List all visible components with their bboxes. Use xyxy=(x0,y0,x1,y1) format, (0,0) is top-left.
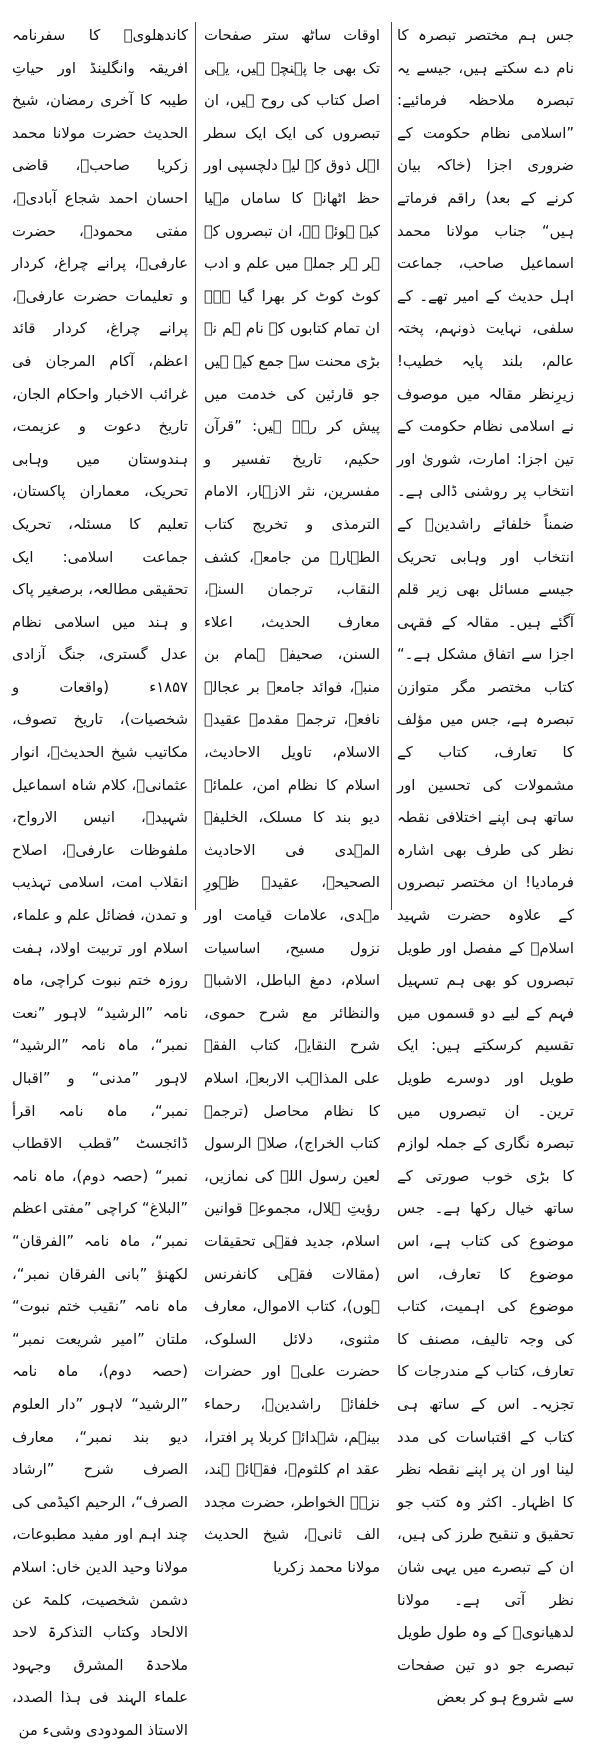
column-right-text: جس ہم مختصر تبصرہ کا نام دے سکتے ہیں، جیسے یہ تبصرہ ملاحظہ فرمائیے: ”اسلامی نظام حکومت کے ضروری اجزا (خاکہ بیان کرنے کے بعد) راقم فرماتے ہیں“ جناب مولانا محمد اسماعیل صاحب، جماعت اہل حدیث کے امیر تھے۔ کے سلفی، نہایت ذونہم، پختہ عالم، بلند پایہ خطیب! زیرِنظر مقالہ میں موصوف نے اسلامی نظام حکومت کے تین اجزا: امارت، شوریٰ اور انتخاب پر روشنی ڈالی ہے۔ ضمناً خلفائے راشدینؓ کے انتخاب اور وہابی تحریک جیسے مسائل بھی زیر قلم آگئے ہیں۔ مقالہ کے فقہی اجزا سے اتفاق مشکل ہے۔“ کتاب مختصر مگر متوازن تبصرہ ہے، جس میں مؤلف کا تعارف، کتاب کے مشمولات کی تحسین اور ساتھ ہی اپنے اختلافی نقطہ نظر کی طرف بھی اشارہ فرمادیا! ان مختصر تبصروں کے علاوہ حضرت شہید اسلامؒ کے مفصل اور طویل تبصروں کو بھی ہم تسہیل فہم کے لیے دو قسموں میں تقسیم کرسکتے ہیں: ایک طویل اور دوسرے طویل ترین۔ ان تبصروں میں تبصرہ نگاری کے جملہ لوازم کا بڑی خوب صورتی کے ساتھ خیال رکھا ہے۔ جس موضوع کی کتاب ہے، اس موضوع کا تعارف، اس موضوع کی اہمیت، کتاب کی وجہ تالیف، مصنف کا تعارف، کتاب کے مندرجات کا تجزیہ۔ اس کے ساتھ ہی کتاب کے اقتباسات کی مدد لینا اور ان پر اپنے نقطہ نظر کا اظہار۔ اکثر وہ کتب جو تحقیق و تنقیح طرز کی ہیں، ان کے تبصرے میں یہی شان نظر آتی ہے۔ مولانا لدھیانویؒ کے وہ طول طویل تبصرے جو دو تین صفحات سے شروع ہو کر بعض xyxy=(397,27,574,1707)
column-left-text: کاندھلویؒ کا سفرنامہ افریقہ وانگلینڈ اور حیاتِ طیبہ کا آخری رمضان، شیخ الحدیث حضرت مولانا محمد زکریا صاحبؒ، قاضی احسان احمد شجاع آبادیؒ، مفتی محمودؒ، حضرت عارفیؒ، پرانے چراغ، کردار و تعلیمات حضرت عارفیؒ، پرانے چراغ، کردار قائد اعظم، آکام المرجان فی غرائب الاخبار واحکام الجان، تاریخ دعوت و عزیمت، ہندوستان میں وہابی تحریک، معماران پاکستان، تعلیم کا مسئلہ، تحریک جماعت اسلامی: ایک تحقیقی مطالعہ، برصغیر پاک و ہند میں اسلامی نظام عدل گستری، جنگ آزادی ۱۸۵۷ء (واقعات و شخصیات)، تاریخ تصوف، مکاتیب شیخ الحدیثؒ، انوار عثمانیؒ، کلام شاہ اسماعیل شہیدؒ، انیس الارواح، ملفوظات عارفیؒ، اصلاح انقلاب امت، اسلامی تہذیب و تمدن، فضائل علم و علماء، اسلام اور تربیت اولاد، ہفت روزہ ختم نبوت کراچی، ماہ نامہ ”الرشید“ لاہور ”نعت نمبر“، ماہ نامہ ”الرشید“ لاہور ”مدنی“ و ”اقبال نمبر“، ماہ نامہ اقرأ ڈائجسٹ ”قطب الاقطاب نمبر“ (حصہ دوم)، ماہ نامہ ”البلاغ“ کراچی ”مفتی اعظم نمبر“، ماہ نامہ ”الفرقان“ لکھنؤ ”بانی الفرقان نمبر“، ماہ نامہ ”نقیب ختم نبوت“ ملتان ”امیر شریعت نمبر“ (حصہ دوم)، ماہ نامہ ”الرشید“ لاہور ”دار العلوم دیو بند نمبر“، معارف الصرف شرح ”ارشاد الصرف“، الرحیم اکیڈمی کی چند اہم اور مفید مطبوعات، مولانا وحید الدین خاں: اسلام دشمن شخصیت، کلمۃ عن الالحاد وکتاب التذکرۃ لاحد ملاحدۃ المشرق وجہود علماء الہند فی ہذا الصدد، الاستاذ المودودی وشیء من xyxy=(12,27,188,1739)
text-column-left xyxy=(12,20,188,1739)
column-middle-text: اوقات ساٹھ ستر صفحات تک بھی جا پہنچے ہیں، یہی اصل کتاب کی روح ہیں، ان تبصروں کی ایک ایک سطر اہل ذوق کے لیے دلچسپی اور حظ اٹھانے کا ساماں مہیا کیے ہوئے ہے، ان تبصروں کے ہر ہر جملے میں علم و ادب کوٹ کوٹ کر بھرا گیا ہے۔ ان تمام کتابوں کے نام ہم نے بڑی محنت سے جمع کیے ہیں جو قارئین کی خدمت میں پیش کر رہے ہیں: ”قرآن حکیم، تاریخ تفسیر و مفسرین، نثر الازہار، الامام الترمذی و تخریج کتاب الطہارۃ من جامعہ، کشف النقاب، ترجمان السنۃ، معارف الحدیث، اعلاء السنن، صحیفہ ہمام بن منبہ، فوائد جامعہ بر عجالۂ نافعہ، ترجمہ مقدمہ عقیدۃ الاسلام، تاویل الاحادیث، اسلام کا نظام امن، علمائے دیو بند کا مسلک، الخلیفۃ المہدی فی الاحادیث الصحیحۃ، عقیدۂ ظہورِ مہدی، علامات قیامت اور نزول مسیح، اساسیات اسلام، دمغ الباطل، الاشباہ والنظائر مع شرح حموی، شرح النقایۃ، کتاب الفقہ علی المذاہب الاربعۃ، اسلام کا نظام محاصل (ترجمہ کتاب الخراج)، صلاۃ الرسول لعین رسول اللہ کی نمازیں، رؤیتِ ہلال، مجموعہ قوانین اسلام، جدید فقہی تحقیقات (مقالات فقہی کانفرنس ہوں)، کتاب الاموال، معارف مثنوی، دلائل السلوک، حضرت علیؓ اور حضرات خلفائے راشدینؓ، رحماء بینہم، شہدائے کربلا پر افترا، عقد ام کلثومؓ، فقہائے ہند، نزہۃ الخواطر، حضرت مجدد الف ثانیؒ، شیخ الحدیث مولانا محمد زکریا xyxy=(204,27,380,1576)
text-column-right xyxy=(397,20,574,1707)
column-divider-right xyxy=(391,22,392,910)
column-divider-left xyxy=(195,22,196,910)
text-column-middle xyxy=(204,20,380,1576)
